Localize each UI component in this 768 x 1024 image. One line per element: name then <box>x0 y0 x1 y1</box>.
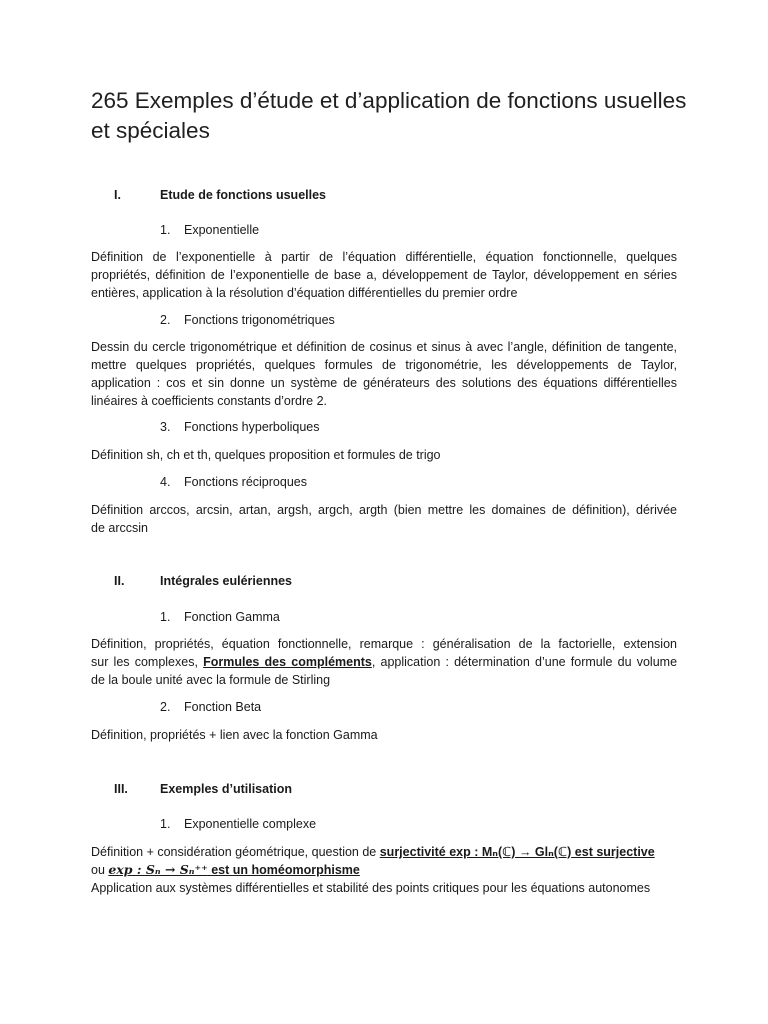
emphasized-term <box>380 845 655 859</box>
subsection-number: 3. <box>160 420 171 434</box>
paragraph-beta <box>91 726 677 744</box>
math-expression: exp : Mₙ(ℂ) → Glₙ(ℂ) <box>449 845 572 859</box>
subsection-number: 1. <box>160 610 171 624</box>
paragraph-line: Définition, propriétés + lien avec la fonction Gamma <box>91 728 378 742</box>
text-run: est un homéomorphisme <box>207 863 360 877</box>
paragraph-line: entières, application à la résolution d’équation différentielles du premier ordre <box>91 286 518 300</box>
subsection-title: Fonctions réciproques <box>184 475 307 489</box>
section-title: Exemples d’utilisation <box>160 782 292 796</box>
subsection-title: Exponentielle <box>184 223 260 237</box>
subsection-title: Fonction Beta <box>184 700 262 714</box>
page-title: 265 Exemples d’étude et d’application de fonctions usuelles et spéciales <box>91 88 687 143</box>
paragraph-line: application : cos et sin donne un système de générateurs des solutions des équations différentielles <box>91 376 677 390</box>
subsection-number: 1. <box>160 223 171 237</box>
section-number: II. <box>114 574 125 588</box>
section-number: I. <box>114 188 121 202</box>
subsection-title: Fonctions hyperboliques <box>184 420 320 434</box>
subsection-title: Fonctions trigonométriques <box>184 313 335 327</box>
paragraph-line: Définition de l’exponentielle à partir de l’équation différentielle, équation fonctionnelle, quelques <box>91 250 677 264</box>
subsection-number: 2. <box>160 313 171 327</box>
text-run: ou <box>91 863 109 877</box>
text-run: est surjective <box>571 845 655 859</box>
paragraph-line <box>91 653 677 671</box>
paragraph-line: Dessin du cercle trigonométrique et définition de cosinus et sinus à avec l’angle, définition de tangente, <box>91 340 677 354</box>
paragraph-line: linéaires à coefficients constants d’ordre 2. <box>91 394 328 408</box>
paragraph-line: Définition sh, ch et th, quelques proposition et formules de trigo <box>91 448 441 462</box>
subsection-title: Exponentielle complexe <box>184 817 317 831</box>
paragraph-gamma <box>91 635 677 689</box>
paragraph-exponentielle-complexe <box>91 843 677 897</box>
text-run: sur les complexes, <box>91 655 204 669</box>
paragraph-line: mettre quelques propriétés, quelques formules de trigonométrie, les développements de Taylor, <box>91 358 677 372</box>
paragraph-hyperboliques <box>91 446 677 464</box>
paragraph-line: propriétés, définition de l’exponentielle de base a, développement de Taylor, développement en séries <box>91 268 677 282</box>
section-title: Intégrales eulériennes <box>160 574 293 588</box>
emphasized-term: Formules des compléments <box>203 655 372 669</box>
section-title: Etude de fonctions usuelles <box>160 188 326 202</box>
text-run: Définition + considération géométrique, question de <box>91 845 380 859</box>
paragraph-reciproques <box>91 501 677 537</box>
text-run: surjectivité <box>379 845 450 859</box>
section-number: III. <box>114 782 128 796</box>
paragraph-line: Définition arccos, arcsin, artan, argsh, argch, argth (bien mettre les domaines de définition), dérivée <box>91 503 677 517</box>
subsection-title: Fonction Gamma <box>184 610 280 624</box>
subsection-number: 1. <box>160 817 171 831</box>
subsection-number: 2. <box>160 700 171 714</box>
paragraph-line: de la boule unité avec la formule de Stirling <box>91 673 331 687</box>
paragraph-line <box>91 843 677 861</box>
paragraph-exponentielle <box>91 248 677 302</box>
emphasized-term <box>108 863 359 877</box>
text-run: , application : détermination d’une formule du volume <box>371 655 677 669</box>
subsection-number: 4. <box>160 475 171 489</box>
paragraph-line: de arccsin <box>91 521 148 535</box>
math-expression: exp : Sₙ → Sₙ⁺⁺ <box>108 862 208 877</box>
paragraph-line: Application aux systèmes différentielles et stabilité des points critiques pour les équations autonomes <box>91 881 651 895</box>
paragraph-line <box>91 861 677 879</box>
paragraph-trigonometrie <box>91 338 677 410</box>
paragraph-line: Définition, propriétés, équation fonctionnelle, remarque : généralisation de la factorielle, extension <box>91 637 677 651</box>
